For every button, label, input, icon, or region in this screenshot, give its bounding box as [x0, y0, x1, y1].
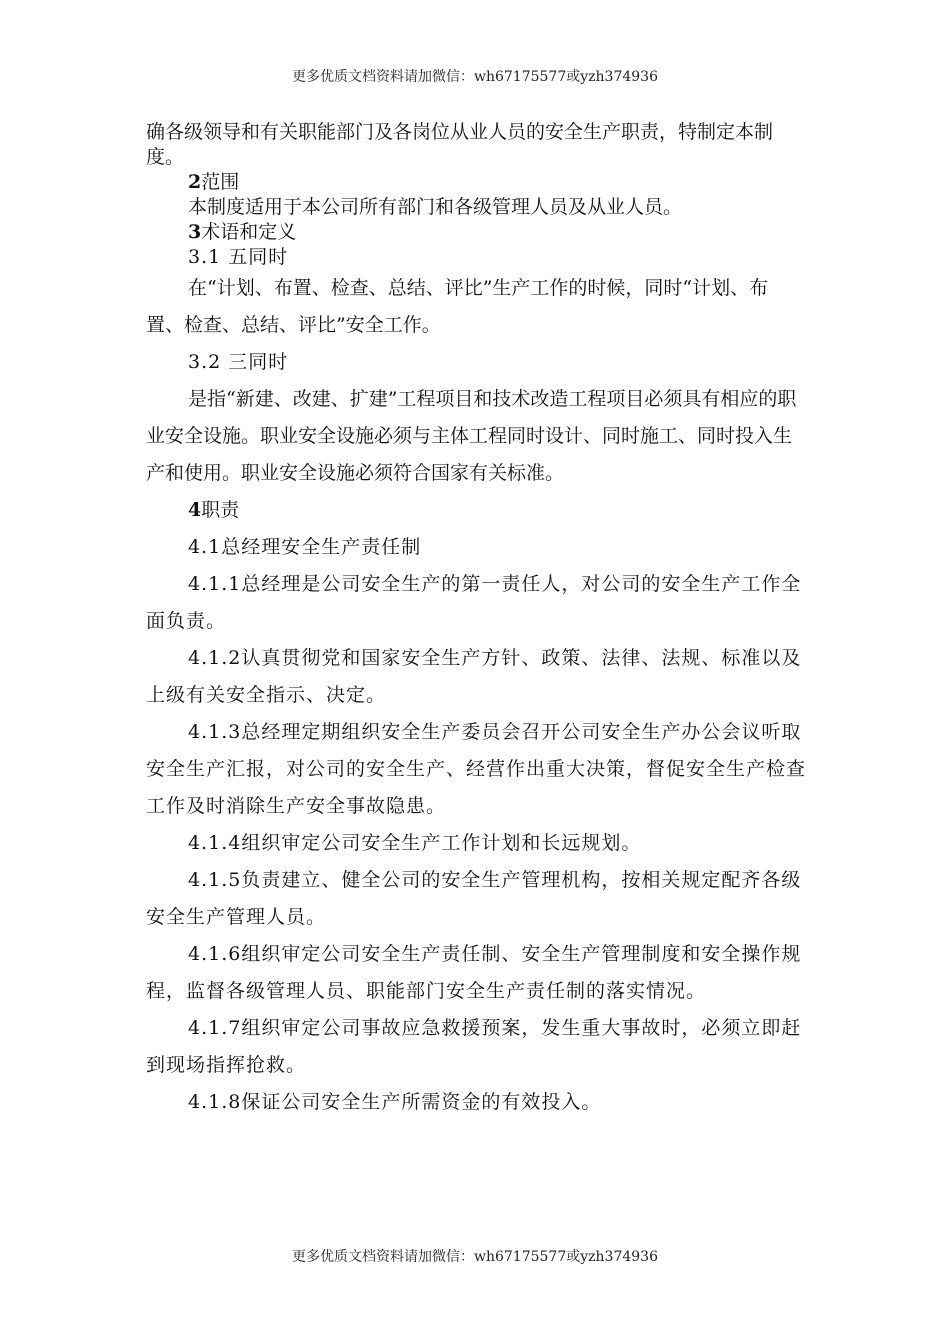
list-item-4-1-4: 4.1.4组织审定公司安全生产工作计划和长远规划。 [188, 832, 642, 854]
section-2-heading [146, 170, 806, 195]
list-item-4-1-2: 4.1.2认真贯彻党和国家安全生产方针、政策、法律、法规、标准以及上级有关安全指示、决定。 [146, 647, 802, 706]
list-item-4-1-7: 4.1.7组织审定公司事故应急救援预案，发生重大事故时，必须立即赶到现场指挥抢救。 [146, 1017, 802, 1076]
paragraph-five-simultaneous: 在“计划、布置、检查、总结、评比”生产工作的时候，同时“计划、布置、检查、总结、评比”安全工作。 [146, 277, 769, 336]
section-number: 4 [188, 499, 202, 521]
list-item-4-1-5: 4.1.5负责建立、健全公司的安全生产管理机构，按相关规定配齐各级安全生产管理人员。 [146, 869, 802, 928]
section-number: 3 [188, 221, 202, 243]
paragraph-purpose-continued: 确各级领导和有关职能部门及各岗位从业人员的安全生产职责，特制定本制度。 [146, 121, 774, 168]
subsection-3-2: 3.2 三同时 [188, 351, 289, 373]
paragraph-three-simultaneous: 是指“新建、改建、扩建”工程项目和技术改造工程项目必须具有相应的职业安全设施。职业安全设施必须与主体工程同时设计、同时施工、同时投入生产和使用。职业安全设施必须符合国家有关标准。 [146, 388, 797, 484]
paragraph-scope: 本制度适用于本公司所有部门和各级管理人员及从业人员。 [188, 196, 683, 218]
section-number: 2 [188, 171, 202, 193]
page-footer: 更多优质文档资料请加微信：wh67175577或yzh374936 [291, 1249, 658, 1265]
list-item-4-1-8: 4.1.8保证公司安全生产所需资金的有效投入。 [188, 1091, 602, 1113]
list-item-4-1-3: 4.1.3总经理定期组织安全生产委员会召开公司安全生产办公会议听取安全生产汇报，对公司的安全生产、经营作出重大决策，督促安全生产检查工作及时消除生产安全事故隐患。 [146, 721, 807, 817]
list-item-4-1-6: 4.1.6组织审定公司安全生产责任制、安全生产管理制度和安全操作规程，监督各级管理人员、职能部门安全生产责任制的落实情况。 [146, 943, 802, 1002]
section-title: 范围 [201, 171, 240, 193]
document-body [146, 120, 806, 1121]
section-title: 术语和定义 [201, 221, 297, 243]
page-header: 更多优质文档资料请加微信：wh67175577或yzh374936 [291, 69, 658, 85]
list-item-4-1-1: 4.1.1总经理是公司安全生产的第一责任人，对公司的安全生产工作全面负责。 [146, 573, 802, 632]
section-4-heading [146, 492, 806, 529]
subsection-3-1: 3.1 五同时 [188, 246, 289, 268]
subsection-4-1: 4.1总经理安全生产责任制 [188, 536, 422, 558]
section-title: 职责 [201, 499, 240, 521]
section-3-heading [146, 220, 806, 245]
